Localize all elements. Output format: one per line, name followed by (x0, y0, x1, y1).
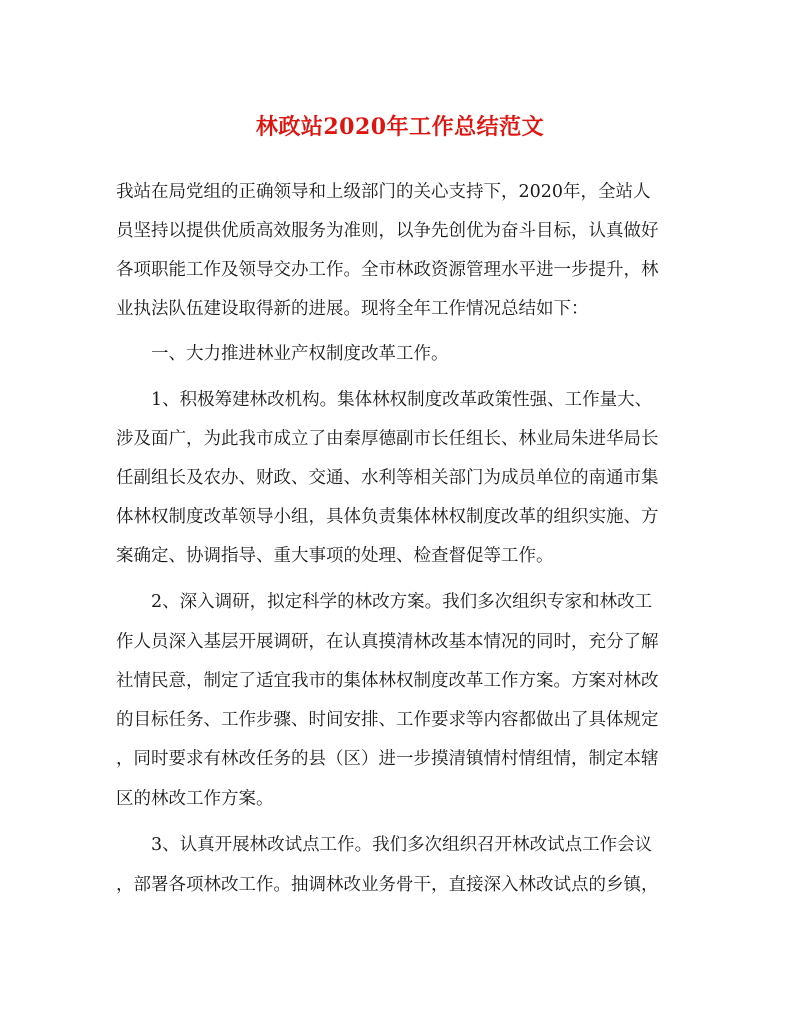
text-line: 的目标任务、工作步骤、时间安排、工作要求等内容都做出了具体规定 (116, 710, 659, 730)
text-line: 区的林改工作方案。 (116, 789, 274, 809)
page-title: 林政站2020年工作总结范文 (255, 114, 545, 140)
text-line: 涉及面广，为此我市成立了由秦厚德副市长任组长、林业局朱进华局长 (116, 429, 659, 449)
text-line: 2、深入调研，拟定科学的林改方案。我们多次组织专家和林改工 (116, 592, 653, 612)
text-line: 案确定、协调指导、重大事项的处理、检查督促等工作。 (116, 546, 554, 566)
text-line: 我站在局党组的正确领导和上级部门的关心支持下，2020年，全站人 (116, 182, 651, 202)
text-line: 作人员深入基层开展调研，在认真摸清林改基本情况的同时，充分了解 (116, 632, 659, 652)
text-line: 任副组长及农办、财政、交通、水利等相关部门为成员单位的南通市集 (116, 468, 659, 488)
section-heading: 一、大力推进林业产权制度改革工作。 (116, 344, 449, 364)
text-line: ，同时要求有林改任务的县（区）进一步摸清镇情村情组情，制定本辖 (116, 749, 659, 769)
text-line: 业执法队伍建设取得新的进展。现将全年工作情况总结如下： (116, 299, 589, 319)
text-line: ，部署各项林改工作。抽调林改业务骨干，直接深入林改试点的乡镇， (116, 875, 659, 895)
text-line: 社情民意，制定了适宜我市的集体林权制度改革工作方案。方案对林改 (116, 671, 659, 691)
text-line: 员坚持以提供优质高效服务为准则，以争先创优为奋斗目标，认真做好 (116, 221, 659, 241)
text-line: 3、认真开展林改试点工作。我们多次组织召开林改试点工作会议 (116, 835, 653, 855)
text-line: 1、积极筹建林改机构。集体林权制度改革政策性强、工作量大、 (116, 390, 653, 410)
text-line: 体林权制度改革领导小组，具体负责集体林权制度改革的组织实施、方 (116, 507, 659, 527)
text-line: 各项职能工作及领导交办工作。全市林政资源管理水平进一步提升，林 (116, 260, 659, 280)
